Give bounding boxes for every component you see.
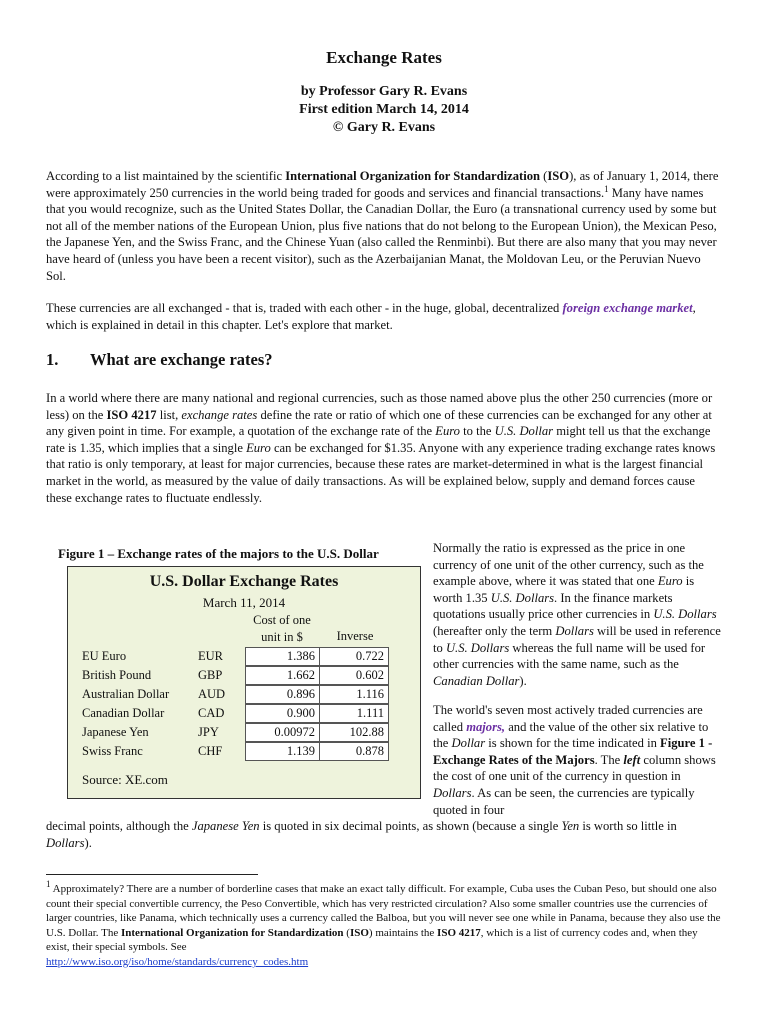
- footnote-divider: [46, 874, 258, 875]
- cost-cell: 0.900: [245, 704, 320, 723]
- section-heading: [46, 350, 273, 370]
- currency-name: Australian Dollar: [82, 687, 170, 701]
- section-number: 1.: [46, 350, 59, 369]
- section-title: What are exchange rates?: [90, 350, 273, 369]
- table-row: [68, 666, 420, 685]
- table-row: [68, 723, 420, 742]
- footnote-ref[interactable]: 1: [604, 183, 609, 194]
- page-title: Exchange Rates: [326, 48, 442, 67]
- figure-caption: Figure 1 – Exchange rates of the majors to the U.S. Dollar: [58, 546, 379, 561]
- majors-paragraph: The world's seven most actively traded currencies are called majors, and the value of the other six relative to the Dollar is shown for the time indicated in Figure 1 - Exchange Rates of the Majors. The left column shows the cost of one unit of the currency in question in Dollars. As can be seen, the currencies are typically quoted in four: [433, 703, 716, 817]
- table-row: [68, 647, 420, 666]
- currency-name: Japanese Yen: [82, 725, 149, 739]
- figure-reference: Figure 1 - Exchange Rates of the Majors: [433, 736, 713, 767]
- currency-code: CAD: [198, 706, 225, 720]
- cost-cell: 1.139: [245, 742, 320, 761]
- column-header-inverse: Inverse: [336, 629, 374, 643]
- table-row: [68, 685, 420, 704]
- inverse-cell: 0.602: [319, 666, 389, 685]
- majors-term: majors,: [466, 719, 506, 734]
- currency-name: Canadian Dollar: [82, 706, 165, 720]
- inverse-cell: 0.722: [319, 647, 389, 666]
- cost-cell: 0.00972: [245, 723, 320, 742]
- ratio-paragraph: Normally the ratio is expressed as the price in one currency of one unit of the other currency, such as the example above, where it was stated that one Euro is worth 1.35 U.S. Dollars. In the finance markets quotations usually price other currencies in U.S. Dollars (hereafter only the term Dollars will be used in reference to U.S. Dollars whereas the full name will be used for other currencies with the same name, such as the Canadian Dollar).: [433, 541, 721, 688]
- currency-name: Swiss Franc: [82, 744, 143, 758]
- intro-paragraph: According to a list maintained by the scientific International Organization for Standardization (ISO), as of January 1, 2014, there were approximately 250 currencies in the world being traded for goods and services and financial transactions.$^1$ Many have names that you would recognize, such as the United States Dollar, the Canadian Dollar, the Euro (a transnational currency used by some but not all of the member nations of the European Union, plus five nations that do not belong to the European Union), the Mexican Peso, the Japanese Yen, and the Swiss Franc, and the Chinese Yuan (also called the Renminbi). But there are also many that you may never have heard of (unless you have been a recent visitor), such as the Azerbaijanian Manat, the Moldovan Leu, or the Peruvian Nuevo Sol.: [46, 169, 719, 283]
- cost-cell: 1.662: [245, 666, 320, 685]
- inverse-cell: 1.116: [319, 685, 389, 704]
- column-header-cost: Cost of one unit in $: [253, 613, 311, 644]
- continuation-paragraph: decimal points, although the Japanese Yen is quoted in six decimal points, as shown (because a single Yen is worth so little in Dollars).: [46, 819, 677, 850]
- currency-name: EU Euro: [82, 649, 127, 663]
- table-title: U.S. Dollar Exchange Rates: [149, 573, 339, 590]
- edition-line: First edition March 14, 2014: [299, 102, 469, 117]
- table-row: [68, 704, 420, 723]
- currency-code: AUD: [198, 687, 226, 701]
- foreign-exchange-term: foreign exchange market: [562, 301, 693, 315]
- currency-code: EUR: [198, 649, 223, 663]
- exchange-rates-paragraph: In a world where there are many national and regional currencies, such as those named above plus the other 250 currencies (more or less) on the ISO 4217 list, exchange rates define the rate or ratio of which one of these currencies can be exchanged for any other at any given point in time. For example, a quotation of the exchange rate of the Euro to the U.S. Dollar might tell us that the exchange rate is 1.35, which implies that a single Euro can be exchanged for $1.35. Anyone with any experience trading exchange rates knows that ratio is only temporary, at least for major currencies, because these rates are market-determined in what is the largest financial market in the world, as measured by the value of daily transactions. As will be explained below, supply and demand forces cause these exchange rates to fluctuate endlessly.: [46, 391, 716, 505]
- footnote: $^1$ Approximately? There are a number of borderline cases that make an exact tally difficult. For example, Cuba uses the Cuban Peso, but should one also count their special convertible currency, the Peso Convertible, which has very restricted circulation? Also some smaller countries use the currencies of larger countries, like Panama, which technically uses a currency called the Balboa, but you will never see one while in Panama, because they also use the U.S. Dollar. The International Organization for Standardization (ISO) maintains the ISO 4217, which is a list of currency codes and, when they exist, their special symbols. See http://www.iso.org/iso/home/standards/currency_codes.htm: [46, 879, 721, 968]
- exchange-rate-table: [67, 566, 421, 799]
- cost-cell: 1.386: [245, 647, 320, 666]
- market-paragraph: These currencies are all exchanged - that is, traded with each other - in the huge, global, decentralized foreign exchange market, which is explained in detail in this chapter. Let's explore that market.: [46, 301, 696, 332]
- currency-code: GBP: [198, 668, 223, 682]
- cost-cell: 0.896: [245, 685, 320, 704]
- table-source: Source: XE.com: [82, 772, 168, 787]
- byline: [0, 83, 768, 137]
- inverse-cell: 0.878: [319, 742, 389, 761]
- currency-name: British Pound: [82, 668, 152, 682]
- currency-code: JPY: [198, 725, 219, 739]
- currency-codes-link[interactable]: http://www.iso.org/iso/home/standards/currency_codes.htm: [46, 955, 309, 968]
- copyright-line: © Gary R. Evans: [332, 120, 436, 135]
- table-date: March 11, 2014: [202, 595, 286, 610]
- currency-code: CHF: [198, 744, 223, 758]
- footnote-mark: 1: [46, 879, 51, 889]
- inverse-cell: 102.88: [319, 723, 389, 742]
- org-name: International Organization for Standardization: [285, 169, 541, 183]
- author-line: by Professor Gary R. Evans: [300, 84, 468, 99]
- table-row: [68, 742, 420, 761]
- inverse-cell: 1.111: [319, 704, 389, 723]
